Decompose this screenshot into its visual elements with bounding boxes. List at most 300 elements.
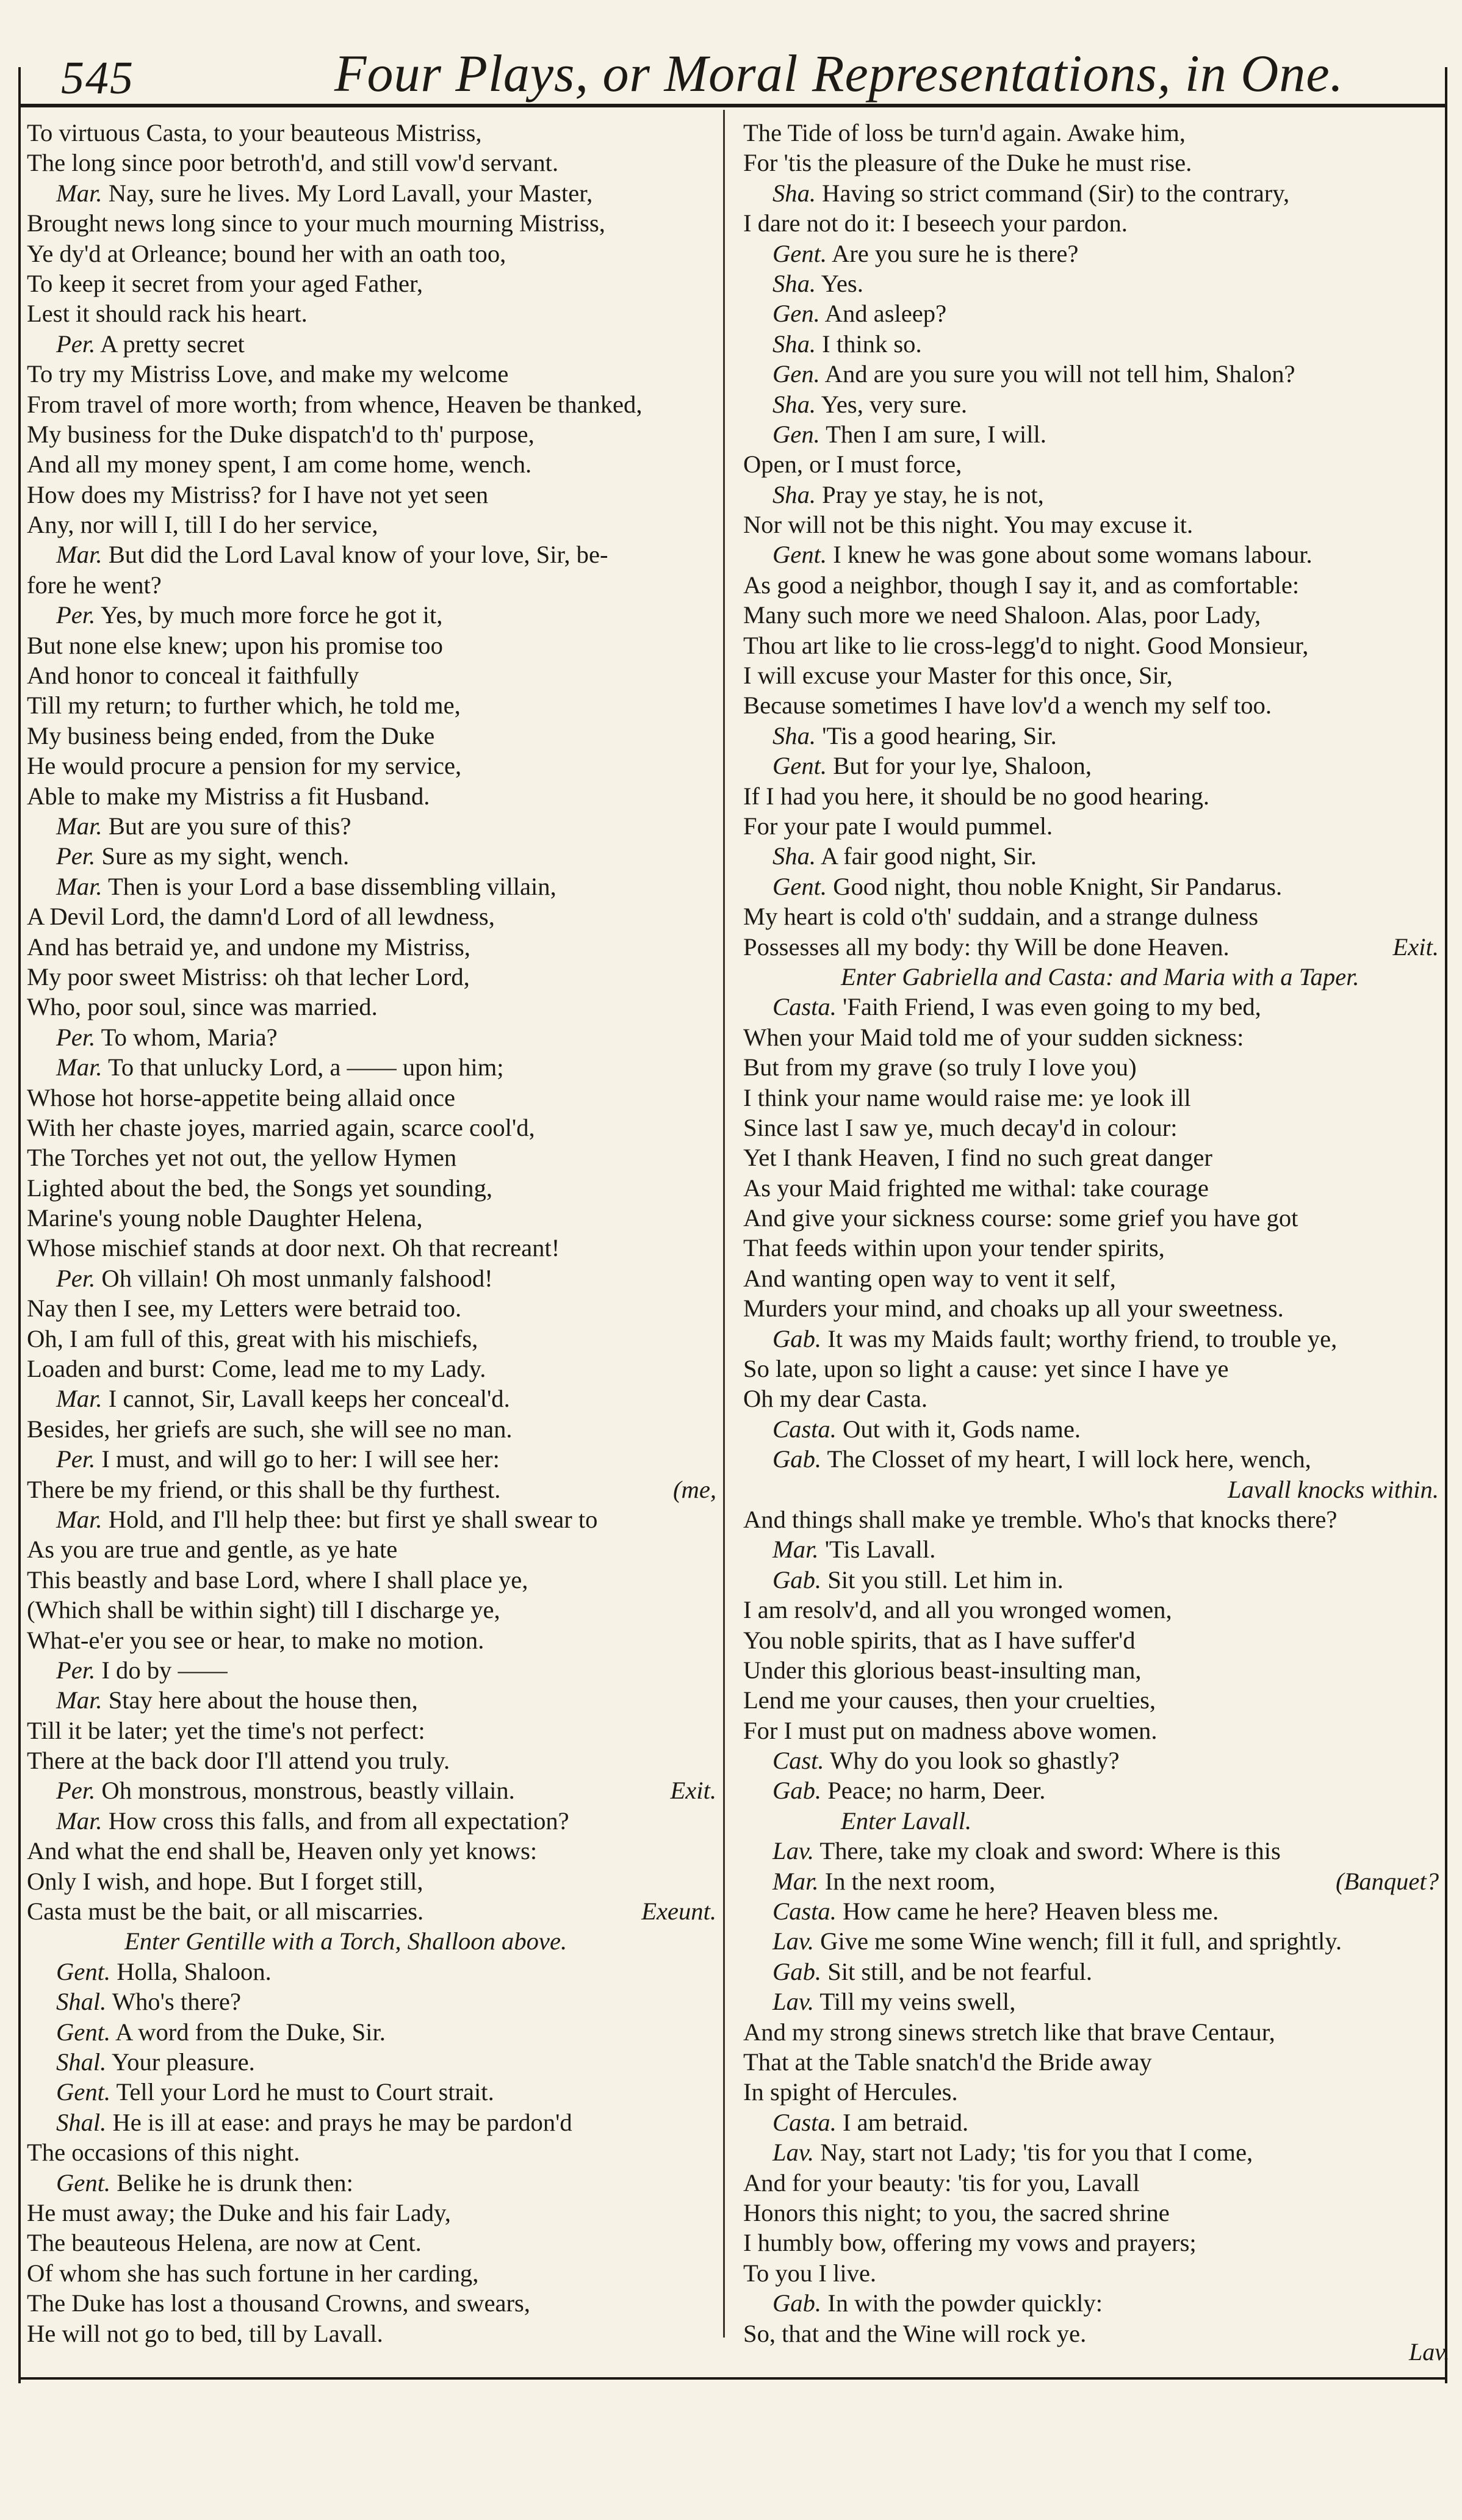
line-text: I humbly bow, offering my vows and prayers; [743,2229,1197,2257]
line-text: 'Tis a good hearing, Sir. [822,721,1057,749]
speaker-name: Casta. [772,993,837,1021]
verse-line [27,1746,716,1775]
verse-line [27,510,716,540]
speaker-name: Per. [56,1023,96,1051]
verse-line [743,2228,1439,2258]
right-aligned-note: Exit. [670,1777,716,1805]
line-text: The long since poor betroth'd, and still vow'd servant. [27,149,559,177]
verse-line [27,1655,716,1685]
line-text: Nay, start not Lady; 'tis for you that I come, [820,2139,1253,2167]
line-text: And my strong sinews stretch like that brave Centaur, [743,2018,1275,2046]
verse-line [27,751,716,781]
left-border-rule [18,67,21,2383]
verse-line [743,449,1439,479]
speaker-name: Gen. [772,300,820,328]
line-text: Belike he is drunk then: [117,2168,353,2197]
verse-line [27,962,716,992]
speaker-name: Mar. [56,1385,103,1413]
line-text: How came he here? Heaven bless me. [843,1897,1219,1926]
speaker-name: Mar. [56,812,103,840]
line-text: It was my Maids fault; worthy friend, to trouble ye, [827,1324,1338,1352]
verse-line [743,1354,1439,1384]
verse-line [27,239,716,269]
line-text: Till it be later; yet the time's not perfect: [27,1716,425,1744]
line-text: That feeds within upon your tender spirits, [743,1234,1165,1262]
speaker-name: Gab. [772,1324,822,1352]
verse-line [27,1233,716,1263]
verse-line [743,1926,1439,1956]
verse-line [27,2258,716,2288]
verse-line [27,1143,716,1172]
verse-line [743,540,1439,569]
line-text: And honor to conceal it faithfully [27,662,359,690]
line-text: A word from the Duke, Sir. [115,2018,386,2046]
verse-line [27,269,716,298]
speaker-name: Per. [56,1656,96,1684]
verse-line [27,2228,716,2258]
verse-line [27,449,716,479]
verse-line [27,1475,716,1504]
verse-line [27,1806,716,1836]
verse-line [27,1444,716,1474]
line-text: There be my friend, or this shall be thy furthest. [27,1475,501,1503]
verse-line [27,1775,716,1805]
line-text: The beauteous Helena, are now at Cent. [27,2229,422,2257]
stage-direction: Enter Gabriella and Casta: and Maria with a Taper. [841,962,1359,991]
line-text: Stay here about the house then, [108,1686,418,1714]
verse-line [743,1775,1439,1805]
speaker-name: Mar. [56,1686,103,1714]
line-text: I dare not do it: I beseech your pardon. [743,209,1128,237]
verse-line [27,2288,716,2318]
verse-line [743,2137,1439,2167]
verse-line [27,1173,716,1203]
right-aligned-note: Exit. [1392,933,1439,961]
verse-line [27,1384,716,1413]
verse-line [27,1113,716,1143]
line-text: That at the Table snatch'd the Bride away [743,2048,1152,2076]
line-text: How cross this falls, and from all expectation? [108,1807,569,1835]
line-text: But from my grave (so truly I love you) [743,1053,1137,1081]
line-text: As good a neighbor, though I say it, and as comfortable: [743,571,1300,599]
verse-line [743,1625,1439,1655]
right-border-rule [1445,67,1447,2383]
line-text: To whom, Maria? [101,1023,278,1051]
line-text: 'Faith Friend, I was even going to my bed, [843,993,1261,1021]
verse-line [27,1052,716,1082]
verse-line [743,1414,1439,1444]
verse-line [743,1052,1439,1082]
line-text: Oh, I am full of this, great with his mischiefs, [27,1324,478,1352]
line-text: The Closset of my heart, I will lock here, wench, [827,1445,1311,1473]
verse-line [27,1957,716,1987]
verse-line [27,1324,716,1354]
line-text: In spight of Hercules. [743,2078,958,2106]
verse-line [27,178,716,208]
line-text: To virtuous Casta, to your beauteous Mistriss, [27,119,482,146]
line-text: Lighted about the bed, the Songs yet sounding, [27,1174,492,1202]
line-text: Give me some Wine wench; fill it full, and sprightly. [820,1927,1342,1955]
verse-line [27,1685,716,1715]
speaker-name: Gab. [772,1565,822,1594]
verse-line [27,540,716,569]
line-text: fore he went? [27,571,162,599]
speaker-name: Per. [56,330,96,358]
speaker-name: Per. [56,1264,96,1292]
page-header [18,24,1446,110]
line-text: Murders your mind, and choaks up all your sweetness. [743,1294,1284,1323]
speaker-name: Gen. [772,420,820,448]
line-text: Honors this night; to you, the sacred shrine [743,2198,1170,2226]
line-text: Any, nor will I, till I do her service, [27,511,378,539]
verse-line [27,1836,716,1866]
line-text: In the next room, [824,1867,996,1895]
verse-line [743,389,1439,419]
speaker-name: Sha. [772,330,816,358]
line-text: I cannot, Sir, Lavall keeps her conceal'd. [108,1385,510,1413]
line-text: Why do you look so ghastly? [830,1747,1120,1775]
verse-line [27,1896,716,1926]
line-text: He must away; the Duke and his fair Lady, [27,2198,451,2226]
verse-line [743,1685,1439,1715]
line-text: A Devil Lord, the damn'd Lord of all lewdness, [27,903,495,931]
speaker-name: Lav. [772,1988,814,2016]
verse-line [27,359,716,389]
verse-line [743,660,1439,690]
verse-line [27,992,716,1022]
line-text: And has betraid ye, and undone my Mistriss, [27,933,470,961]
speaker-name: Cast. [772,1747,824,1775]
verse-line [27,118,716,148]
line-text: Having so strict command (Sir) to the contrary, [822,179,1290,207]
line-text: I do by —— [101,1656,228,1684]
verse-line [743,600,1439,630]
verse-line [743,1957,1439,1987]
line-text: From travel of more worth; from whence, Heaven be thanked, [27,390,643,418]
line-text: Whose hot horse-appetite being allaid once [27,1083,455,1111]
footer-rule [18,2377,1446,2380]
line-text: Thou art like to lie cross-legg'd to night. Good Monsieur, [743,631,1309,659]
verse-line [743,2047,1439,2077]
speaker-name: Mar. [56,1053,103,1081]
speaker-name: Gab. [772,2289,822,2317]
line-text: And what the end shall be, Heaven only yet knows: [27,1837,538,1865]
verse-line [27,630,716,660]
speaker-name: Gent. [772,541,827,569]
line-text: I think your name would raise me: ye look ill [743,1083,1191,1111]
speaker-name: Per. [56,1777,96,1805]
line-text: My business being ended, from the Duke [27,721,435,749]
speaker-name: Gen. [772,360,820,388]
speaker-name: Shal. [56,2048,107,2076]
speaker-name: Sha. [772,721,816,749]
line-text: And give your sickness course: some grief you have got [743,1204,1298,1232]
line-text: Out with it, Gods name. [843,1415,1081,1443]
speaker-name: Mar. [56,1505,103,1533]
speaker-name: Sha. [772,842,816,870]
verse-line [27,389,716,419]
line-text: Able to make my Mistriss a fit Husband. [27,782,430,810]
line-text: And for your beauty: 'tis for you, Lavall [743,2168,1140,2197]
verse-line [743,329,1439,359]
verse-line [743,1384,1439,1413]
verse-line [743,1022,1439,1052]
line-text: Holla, Shaloon. [117,1957,272,1985]
verse-line [743,1293,1439,1323]
verse-line [27,1263,716,1293]
line-text: To keep it secret from your aged Father, [27,269,423,297]
verse-line [743,841,1439,871]
line-text: I must, and will go to her: I will see her: [101,1445,500,1473]
page-number: 545 [61,52,134,104]
verse-line [27,1866,716,1896]
line-text: But none else knew; upon his promise too [27,631,443,659]
speaker-name: Gent. [56,2078,111,2106]
speaker-name: Mar. [56,179,103,207]
line-text: I think so. [822,330,922,358]
line-text: (Which shall be within sight) till I discharge ye, [27,1596,500,1624]
line-text: Only I wish, and hope. But I forget still, [27,1867,423,1895]
speaker-name: Casta. [772,1897,837,1926]
verse-line [27,2017,716,2047]
speaker-name: Gent. [772,872,827,900]
verse-line [743,690,1439,720]
right-aligned-note: (me, [673,1475,716,1503]
verse-line [27,2198,716,2228]
line-text: So late, upon so light a cause: yet since I have ye [743,1355,1229,1383]
line-text: Yet I thank Heaven, I find no such great danger [743,1144,1212,1172]
speaker-name: Mar. [772,1536,819,1564]
verse-line [27,872,716,901]
line-text: Tell your Lord he must to Court strait. [116,2078,494,2106]
line-text: Who's there? [112,1988,241,2016]
verse-line [743,239,1439,269]
right-aligned-note: Lavall knocks within. [1227,1475,1439,1503]
line-text: In with the powder quickly: [827,2289,1103,2317]
line-text: Till my return; to further which, he told me, [27,691,461,720]
verse-line [743,1565,1439,1595]
verse-line [743,118,1439,148]
verse-line [743,1143,1439,1172]
verse-line [27,480,716,510]
line-text: Nay then I see, my Letters were betraid too. [27,1294,462,1323]
line-text: He is ill at ease: and prays he may be pardon'd [112,2108,572,2136]
line-text: What-e'er you see or hear, to make no motion. [27,1626,484,1654]
verse-line [743,2168,1439,2198]
verse-line [743,751,1439,781]
right-aligned-note: (Banquet? [1335,1867,1439,1895]
line-text: Ye dy'd at Orleance; bound her with an oath too, [27,239,506,267]
line-text: Marine's young noble Daughter Helena, [27,1204,423,1232]
stage-direction: Enter Lavall. [841,1807,972,1835]
verse-line [27,1987,716,2016]
line-text: Are you sure he is there? [831,239,1079,267]
speaker-name: Casta. [772,2108,837,2136]
line-text: Because sometimes I have lov'd a wench my self too. [743,691,1272,720]
speaker-name: Gent. [56,2018,111,2046]
line-text: Besides, her griefs are such, she will see no man. [27,1415,513,1443]
line-text: Lest it should rack his heart. [27,300,308,328]
line-text: With her chaste joyes, married again, scarce cool'd, [27,1113,535,1141]
verse-line [27,2319,716,2349]
verse-line [743,2017,1439,2047]
line-text: Yes, very sure. [821,390,967,418]
verse-line [27,298,716,328]
verse-line [743,1655,1439,1685]
line-text: Oh monstrous, monstrous, beastly villain. [101,1777,515,1805]
verse-line [27,1354,716,1384]
verse-line [743,630,1439,660]
verse-line [27,2107,716,2137]
speaker-name: Sha. [772,480,816,508]
verse-line [743,1444,1439,1474]
line-text: Who, poor soul, since was married. [27,993,378,1021]
verse-line [27,419,716,449]
line-text: Brought news long since to your much mourning Mistriss, [27,209,605,237]
line-text: Peace; no harm, Deer. [827,1777,1046,1805]
line-text: And are you sure you will not tell him, Shalon? [824,360,1295,388]
speaker-name: Shal. [56,2108,107,2136]
line-text: Yes, by much more force he got it, [100,601,443,629]
verse-line [743,2198,1439,2228]
line-text: My poor sweet Mistriss: oh that lecher Lord, [27,962,470,991]
verse-line [27,2137,716,2167]
speaker-name: Gab. [772,1445,822,1473]
verse-line [743,148,1439,178]
verse-line [743,1595,1439,1625]
verse-line [27,2077,716,2107]
line-text: Your pleasure. [111,2048,255,2076]
speaker-name: Gab. [772,1777,822,1805]
line-text: But for your lye, Shaloon, [833,752,1092,780]
verse-line [743,992,1439,1022]
verse-line [27,1534,716,1564]
line-text: Sure as my sight, wench. [101,842,350,870]
verse-line [743,298,1439,328]
verse-line [27,690,716,720]
verse-line [743,932,1439,962]
verse-line [743,2319,1439,2349]
verse-line [27,1625,716,1655]
line-text: Till my veins swell, [819,1988,1016,2016]
verse-line [27,329,716,359]
verse-line [743,1324,1439,1354]
verse-line [743,962,1439,992]
line-text: But are you sure of this? [108,812,351,840]
verse-line [743,359,1439,389]
verse-line [743,1806,1439,1836]
verse-line [743,1173,1439,1203]
verse-line [27,932,716,962]
line-text: The Duke has lost a thousand Crowns, and swears, [27,2289,530,2317]
speaker-name: Lav. [772,1837,814,1865]
line-text: Whose mischief stands at door next. Oh that recreant! [27,1234,560,1262]
verse-line [743,1836,1439,1866]
verse-line [27,721,716,751]
verse-line [743,2288,1439,2318]
line-text: This beastly and base Lord, where I shall place ye, [27,1565,528,1594]
catchword: Lav. [1408,2338,1450,2366]
line-text: When your Maid told me of your sudden sickness: [743,1023,1244,1051]
line-text: I am betraid. [843,2108,969,2136]
verse-line [743,811,1439,841]
verse-line [27,811,716,841]
verse-line [743,1866,1439,1896]
verse-line [743,721,1439,751]
line-text: There, take my cloak and sword: Where is this [819,1837,1281,1865]
verse-line [743,1504,1439,1534]
left-column [27,118,716,2349]
verse-line [743,2107,1439,2137]
line-text: And wanting open way to vent it self, [743,1264,1116,1292]
right-column [743,118,1439,2349]
line-text: Casta must be the bait, or all miscarries. [27,1897,424,1926]
verse-line [27,1595,716,1625]
speaker-name: Shal. [56,1988,107,2016]
line-text: The Tide of loss be turn'd again. Awake him, [743,119,1186,146]
verse-line [27,1716,716,1746]
line-text: And asleep? [824,300,947,328]
verse-line [27,148,716,178]
speaker-name: Per. [56,601,96,629]
verse-line [743,510,1439,540]
verse-line [27,600,716,630]
line-text: You noble spirits, that as I have suffer'd [743,1626,1136,1654]
verse-line [27,208,716,238]
line-text: Then I am sure, I will. [826,420,1046,448]
line-text: Open, or I must force, [743,450,962,478]
verse-line [743,2077,1439,2107]
line-text: Pray ye stay, he is not, [822,480,1044,508]
line-text: Oh my dear Casta. [743,1385,927,1413]
verse-line [743,1203,1439,1233]
line-text: He will not go to bed, till by Lavall. [27,2319,383,2347]
speaker-name: Mar. [56,872,103,900]
verse-line [27,781,716,811]
line-text: Loaden and burst: Come, lead me to my Lady. [27,1355,486,1383]
speaker-name: Sha. [772,179,816,207]
verse-line [27,1504,716,1534]
speaker-name: Casta. [772,1415,837,1443]
verse-line [27,2168,716,2198]
verse-line [27,2047,716,2077]
verse-line [743,570,1439,600]
verse-line [743,269,1439,298]
line-text: Lend me your causes, then your cruelties, [743,1686,1156,1714]
verse-line [27,1293,716,1323]
line-text: Then is your Lord a base dissembling villain, [107,872,556,900]
verse-line [27,841,716,871]
line-text: As you are true and gentle, as ye hate [27,1536,398,1564]
line-text: And all my money spent, I am come home, wench. [27,450,532,478]
speaker-name: Per. [56,1445,96,1473]
speaker-name: Gent. [56,1957,111,1985]
line-text: I am resolv'd, and all you wronged women, [743,1596,1172,1624]
running-title: Four Plays, or Moral Representations, in One. [334,44,1344,103]
speaker-name: Mar. [56,541,103,569]
line-text: Of whom she has such fortune in her carding, [27,2259,479,2287]
right-aligned-note: Exeunt. [641,1897,716,1926]
line-text: Good night, thou noble Knight, Sir Pandarus. [833,872,1283,900]
verse-line [743,1475,1439,1504]
verse-line [743,1987,1439,2016]
line-text: Nor will not be this night. You may excuse it. [743,511,1194,539]
verse-line [27,1083,716,1113]
line-text: I will excuse your Master for this once, Sir, [743,662,1173,690]
verse-line [743,208,1439,238]
verse-line [743,1083,1439,1113]
line-text: The Torches yet not out, the yellow Hymen [27,1144,457,1172]
